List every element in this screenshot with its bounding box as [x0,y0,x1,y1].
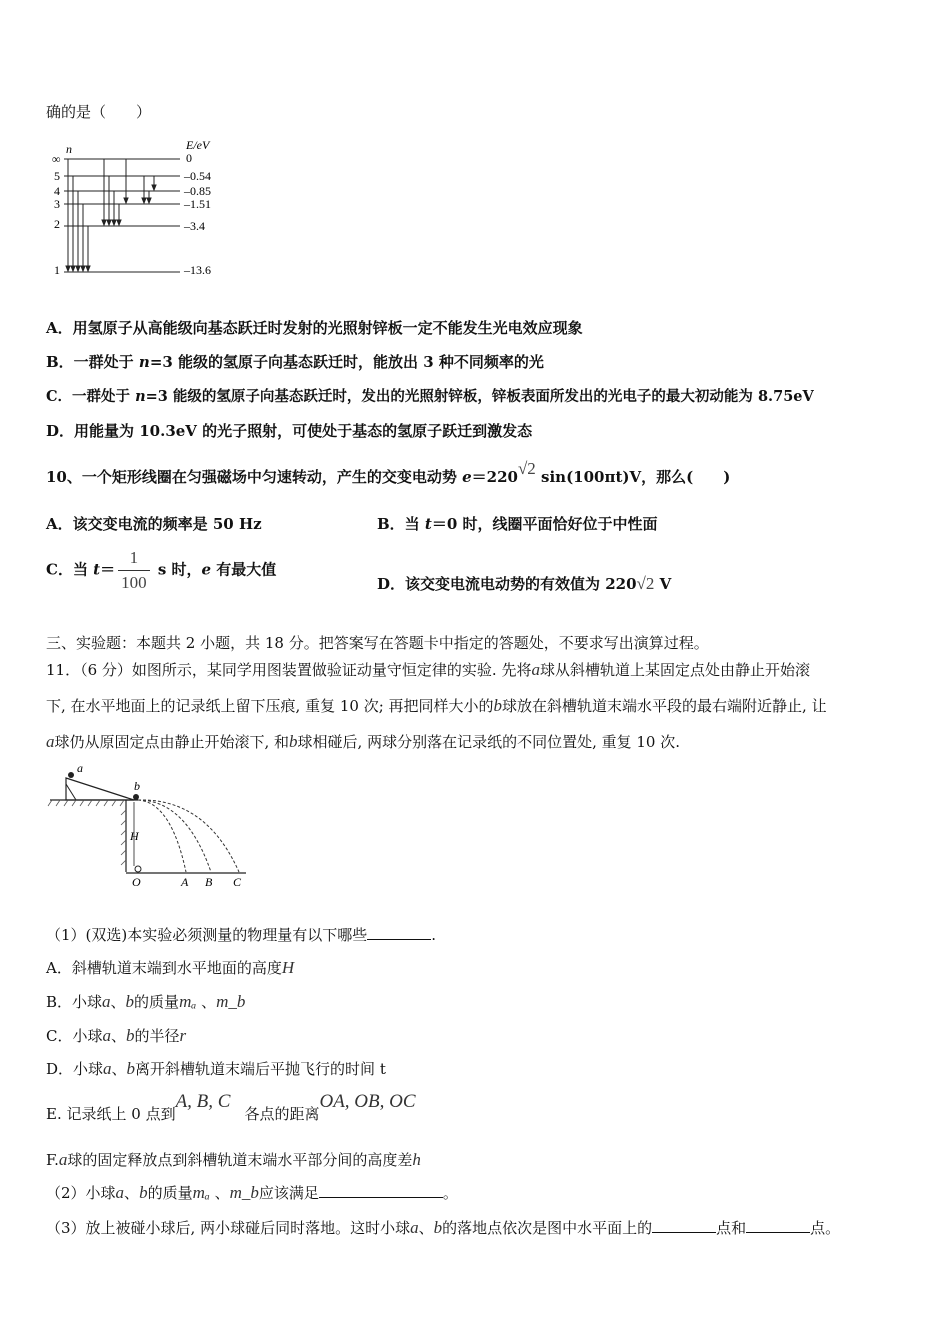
q10-option-a: A．该交变电流的频率是 50 Hz [46,515,262,533]
level-label-1: 1 [54,263,60,277]
point-o-label: O [132,875,141,889]
ball-a [68,772,74,778]
level-label-5: 5 [54,169,60,183]
fraction-1-100: $\frac{1}{100}$ [118,546,150,595]
level-label-2: 2 [54,217,60,231]
q11-line-1: 11．（6 分）如图所示，某同学用图装置做验证动量守恒定律的实验. 先将a球从斜槽轨道上某固定点处由静止开始滚 [46,660,810,679]
energy-value-1: –13.6 [184,263,211,277]
energy-level-diagram [46,140,246,280]
energy-value-5: –0.54 [184,169,211,183]
answer-blank-3[interactable] [652,1218,716,1233]
q11-line-3: a球仍从原固定点由静止开始滚下, 和b球相碰后, 两球分别落在记录纸的不同位置处, 重复 10 次. [46,732,681,751]
e-axis-label: E/eV [186,140,210,152]
q9-option-b: B．一群处于 n=3 能级的氢原子向基态跃迁时，能放出 3 种不同频率的光 [46,353,544,371]
q10-stem: 10、一个矩形线圈在匀强磁场中匀速转动，产生的交变电动势 e＝220√2 sin(100πt)V，那么( ) [46,459,731,486]
energy-value-4: –0.85 [184,184,211,198]
level-label-4: 4 [54,184,60,198]
q11-line-2: 下, 在水平地面上的记录纸上留下压痕, 重复 10 次; 再把同样大小的b球放在斜槽轨道末端水平段的最右端附近静止, 让 [46,696,827,715]
q11-option-b: B．小球a、b的质量mₐ 、m_b [46,992,246,1011]
ball-a-label: a [77,762,83,775]
q9-option-a: A．用氢原子从高能级向基态跃迁时发射的光照射锌板一定不能发生光电效应现象 [46,319,583,337]
q11-sub3: （3）放上被碰小球后, 两小球碰后同时落地。这时小球a、b的落地点依次是图中水平面上的 点和 点。 [46,1218,841,1237]
answer-blank-1[interactable] [367,925,431,940]
q11-option-e: E. 记录纸上 0 点到A, B, C各点的距离OA, OB, OC [46,1091,416,1123]
q9-option-c: C．一群处于 n=3 能级的氢原子向基态跃迁时，发出的光照射锌板，锌板表面所发出的光电子的最大初动能为 8.75eV [46,388,814,405]
q11-option-c: C．小球a、b的半径r [46,1026,187,1045]
ball-b-label: b [134,779,140,793]
point-c-label: C [233,875,242,889]
level-label-inf: ∞ [52,152,61,166]
point-a-label: A [181,875,189,889]
point-o-marker [135,866,141,872]
question-intro: 确的是（ ） [46,103,152,121]
energy-value-2: –3.4 [184,219,205,233]
n-axis-label: n [66,142,72,156]
q10-option-b: B．当 t＝0 时，线圈平面恰好位于中性面 [377,515,658,533]
q11-option-d: D．小球a、b离开斜槽轨道末端后平抛飞行的时间 t [46,1059,386,1078]
q10-option-c: C．当 t＝ $\frac{1}{100}$ s 时，e 有最大值 [46,546,276,595]
level-label-3: 3 [54,197,60,211]
q10-option-d: D．该交变电流电动势的有效值为 220√2 V [377,574,672,593]
answer-blank-4[interactable] [746,1218,810,1233]
q11-option-a: A．斜槽轨道末端到水平地面的高度H [46,958,295,977]
height-label: H [130,829,139,843]
q9-option-d: D．用能量为 10.3eV 的光子照射，可使处于基态的氢原子跃迁到激发态 [46,422,533,440]
collision-apparatus-figure [46,762,256,892]
section-3-heading: 三、实验题：本题共 2 小题，共 18 分。把答案写在答题卡中指定的答题处，不要求写出演算过程。 [46,634,709,652]
energy-value-3: –1.51 [184,197,211,211]
q11-option-f: F.a球的固定释放点到斜槽轨道末端水平部分间的高度差h [46,1150,421,1169]
q11-sub2: （2）小球a、b的质量mₐ 、m_b应该满足 。 [46,1183,458,1202]
ball-b [133,794,139,800]
answer-blank-2[interactable] [319,1183,443,1198]
point-b-label: B [205,875,213,889]
q11-sub1: （1）(双选)本实验必须测量的物理量有以下哪些 . [46,926,437,944]
energy-value-0: 0 [186,151,192,165]
